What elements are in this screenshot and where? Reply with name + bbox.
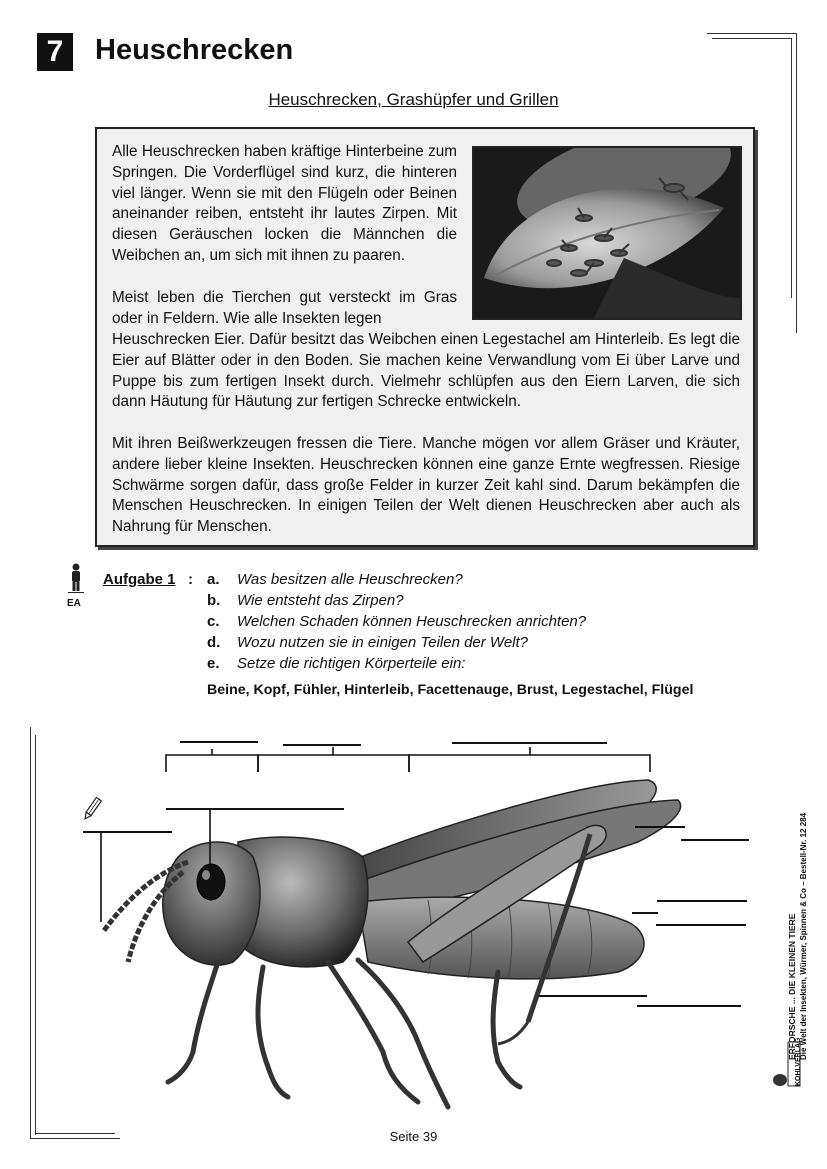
question-letter: a. (207, 571, 220, 588)
question-letter: b. (207, 592, 221, 609)
word-bank: Beine, Kopf, Fühler, Hinterleib, Facettenauge, Brust, Legestachel, Flügel (207, 682, 694, 698)
person-icon (68, 563, 84, 598)
question-item (207, 655, 466, 676)
task-heading: Aufgabe 1 (103, 571, 176, 588)
frame-corner-top-inner (712, 38, 792, 39)
publisher-name: KOHLVERLAG (795, 1037, 802, 1086)
question-letter: c. (207, 613, 220, 630)
question-text: Setze die richtigen Körperteile ein: (237, 655, 466, 672)
paragraph-2-narrow: Meist leben die Tierchen gut versteckt im Gras oder in Feldern. Wie alle Insekten legen (112, 289, 457, 327)
question-text: Wozu nutzen sie in einigen Teilen der Welt? (237, 634, 529, 651)
work-mode-badge: EA (67, 598, 81, 609)
paragraph-1: Alle Heuschrecken haben kräftige Hinterbeine zum Springen. Die Vorderflügel sind kurz, die hinteren viel länger. Wenn sie mit den Flügeln oder Beinen aneinander reiben, entsteht ihr lautes Zirpen. Mit diesen Geräuschen locken die Männchen die Weibchen an, um sich mit ihnen zu paaren. (112, 143, 457, 264)
page-number: Seite 39 (389, 1129, 438, 1144)
question-letter: e. (207, 655, 220, 672)
frame-corner-right-inner (791, 38, 792, 298)
publisher-logo (768, 1037, 808, 1090)
question-list (207, 571, 587, 676)
sidebar-book-title: Die Welt der Insekten, Würmer, Spinnen & Co – Bestell-Nr. 12 284 (799, 812, 808, 1060)
grasshopper-photo (472, 146, 742, 320)
subtitle: Heuschrecken, Grashüpfer und Grillen (268, 90, 559, 109)
question-item (207, 634, 529, 655)
task-heading-colon: : (188, 571, 193, 588)
grasshopper-diagram (28, 722, 803, 1142)
chapter-number: 7 (37, 33, 73, 71)
question-text: Wie entsteht das Zirpen? (237, 592, 404, 609)
question-item (207, 613, 587, 634)
paragraph-2-wide: Heuschrecken Eier. Dafür besitzt das Weibchen einen Legestachel am Hinterleib. Es legt die Eier auf Blätter oder in den Boden. Sie machen keine Verwandlung vom Ei über Larve und Puppe bis zum fertigen Insekt durch. Vielmehr schlüpfen aus den Eiern Larven, die sich dann Häutung für Häutung zur fertigen Schrecke entwickeln. (112, 331, 740, 411)
question-text: Was besitzen alle Heuschrecken? (237, 571, 463, 588)
page-title: Heuschrecken (95, 34, 294, 66)
paragraph-3: Mit ihren Beißwerkzeugen fressen die Tiere. Manche mögen vor allem Gräser und Kräuter, andere lieber kleine Insekten. Heuschrecken können eine ganze Ernte wegfressen. Riesige Schwärme sorgen dafür, dass große Felder in kurzer Zeit kahl sind. Darum bekämpfen die Menschen Heuschrecken. In einigen Teilen der Welt dienen Heuschrecken aber auch als Nahrung für Menschen. (112, 435, 740, 536)
question-item (207, 592, 404, 613)
question-text: Welchen Schaden können Heuschrecken anrichten? (237, 613, 587, 630)
frame-corner-top (707, 33, 797, 34)
question-item (207, 571, 463, 592)
publisher-sidebar (778, 740, 818, 1080)
frame-corner-right (796, 33, 797, 333)
sidebar-series-title: ERFORSCHE ... DIE KLEINEN TIERE (787, 913, 797, 1060)
question-letter: d. (207, 634, 221, 651)
